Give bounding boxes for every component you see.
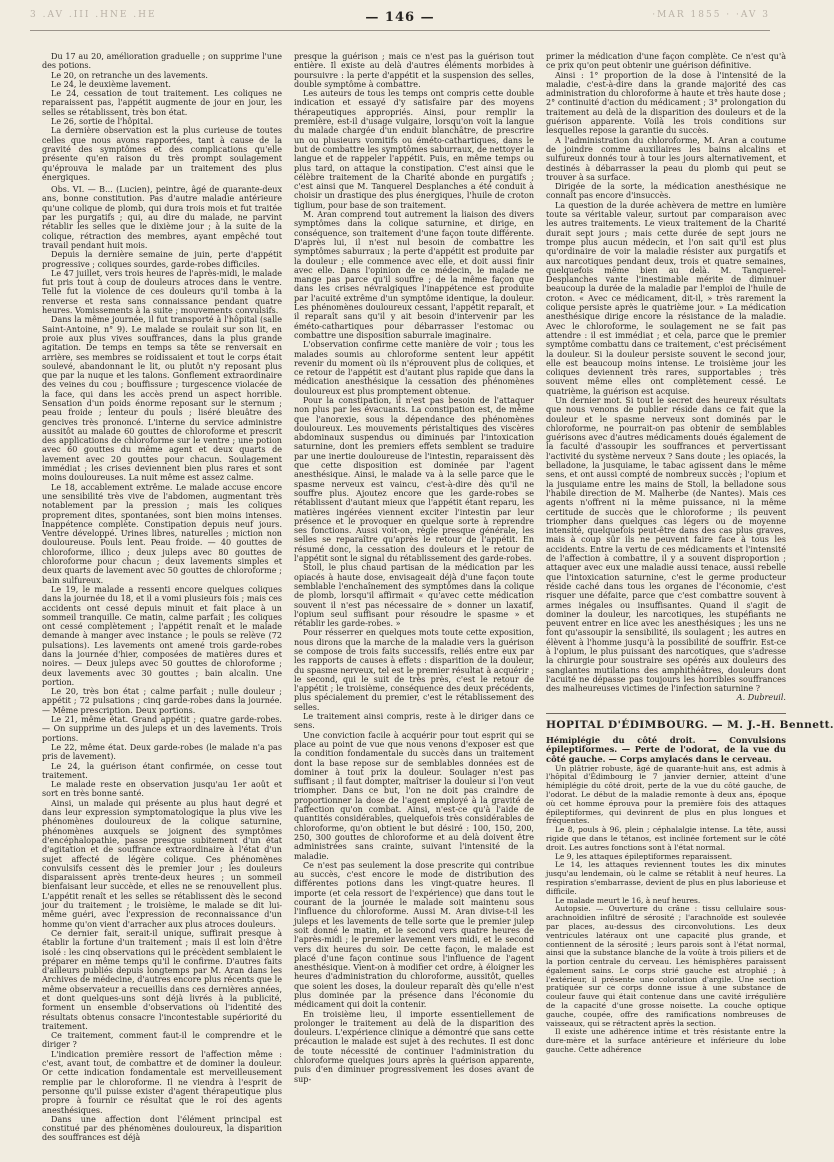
paragraph: Le 8, pouls à 96, plein ; céphalalgie intense. La tête, aussi rigide que dans le tétanos, est inclinée fortement sur le côté droit. Les autres fonctions sont à l'état normal.	[546, 825, 786, 852]
paragraph: En troisième lieu, il importe essentiellement de prolonger le traitement au delà de la disparition des douleurs. L'expérience clinique a démontré que sans cette précaution le malade est sujet à des rechutes. Il est donc de toute nécessité de continuer l'administration du chloroforme quelques jours après la guérison apparente, puis d'en diminuer progressivement les doses avant de sup-	[294, 1009, 534, 1084]
paragraph: presque la guérison ; mais ce n'est pas la guérison tout entière. Il existe au delà d'autres éléments morbides à poursuivre : la perte d'appétit et la suspension des selles, double symptôme à combattre.	[294, 52, 534, 89]
article-columns	[42, 52, 834, 1156]
column-middle	[294, 52, 534, 1156]
paragraph: L'observation confirme cette manière de voir ; tous les malades soumis au chloroforme sentent leur appétit revenir du moment où ils n'éprouvent plus de coliques, et ce retour de l'appétit est d'autant plus rapide que dans la médication anesthésique la cessation des phénomènes douloureux est plus promptement obtenue.	[294, 340, 534, 396]
paragraph: Le 24, la guérison étant confirmée, on cesse tout traitement.	[42, 761, 282, 780]
paragraph: Un plâtrier robuste, âgé de quarante-huit ans, est admis à l'hôpital d'Édimbourg le 7 janvier dernier, atteint d'une hémiplégie du côté droit, perte de la vue du côté gauche, de l'odorat. Le début de la maladie remonte à deux ans, époque où cet homme éprouva pour la première fois des attaques épileptiformes, qui devinrent de plus en plus longues et fréquentes.	[546, 763, 786, 826]
paragraph: Depuis la dernière semaine de juin, perte d'appétit progressive ; coliques sourdes, garde-robes difficiles.	[42, 250, 282, 269]
paragraph: Un dernier mot. Si tout le secret des heureux résultats que nous venons de publier réside dans ce fait que la douleur et le spasme nerveux sont dominés par le chloroforme, ne pourrait-on pas obtenir de semblables guérisons avec d'autres médicaments doués également de la faculté d'assoupir les souffrances et pervertissant l'activité du système nerveux ? Sans doute ; les opiacés, la belladone, la jusquiame, le tabac agissent dans le même sens, et ont aussi compté de nombreux succès ; l'opium et la jusquiame entre les mains de Stoll, la belladone sous l'habile direction de M. Malherbe (de Nantes). Mais ces agents n'offrent ni la même puissance, ni la même certitude de succès que le chloroforme ; ils peuvent triompher dans quelques cas légers ou de moyenne intensité, quelquefois peut-être dans des cas plus graves, mais à coup sûr ils ne peuvent faire face à tous les accidents. Entre la vertu de ces médicaments et l'intensité de l'affection à combattre, il y a souvent disproportion ; attaquer avec eux une maladie aussi tenace, aussi rebelle que l'intoxication saturnine, c'est le germe producteur réside caché dans tous les organes de l'économie, c'est risquer une défaite, parce que c'est combattre souvent à armes inégales ou insuffisantes. Quand il s'agit de dominer la douleur, les narcotiques, les stupéfiants ne peuvent entrer en lice avec les anesthésiques ; les uns ne font qu'assoupir la sensibilité, ils soulagent ; les autres en élèvent à l'homme jusqu'à la possibilité de souffrir. Est-ce à l'opium, le plus puissant des narcotiques, que s'adresse la chirurgie pour soustraire ses opérés aux douleurs des sanglantes mutilations des amphithéâtres, douleurs dont l'acuité ne dépasse pas toujours les horribles souffrances des malheureuses victimes de l'infection saturnine ?	[546, 395, 786, 694]
paragraph: Le 19, le malade a ressenti encore quelques coliques dans la journée du 18, et il a vomi plusieurs fois ; mais ces accidents ont cessé depuis minuit et fait place à un sommeil tranquille. Ce matin, calme parfait ; les coliques ont cessé complètement ; l'appétit renaît et le malade demande à manger avec instance ; le pouls se relève (72 pulsations). Les lavements ont amené trois garde-robes dans la journée d'hier, composées de matières dures et noires. — Deux juleps avec 50 gouttes de chloroforme ; deux lavements avec 30 gouttes ; bain alcalin. Une portion.	[42, 584, 282, 687]
case-title: Hémiplégie du côté droit. — Convulsions épileptiformes. — Perte de l'odorat, de la vue du côté gauche. — Corps amylacés dans le cerveau.	[546, 734, 786, 764]
paragraph: Le malade reste en observation jusqu'au 1er août et sort en très bonne santé.	[42, 780, 282, 799]
observation-heading-paragraph: Obs. VI. — B... (Lucien), peintre, âgé de quarante-deux ans, bonne constitution. Pas d'autre maladie antérieure qu'une colique de plomb, qui dura trois mois et fut traitée par les purgatifs ; qui, au dire du malade, ne parvint rétablir les selles que le dixième jour ; à la suite de la colique, rétraction des membres, ayant empêché tout travail pendant huit mois.	[42, 185, 282, 250]
paragraph: Le 9, les attaques épileptiformes reparaissent.	[555, 851, 733, 861]
bleed-through-text-left: 3 .AV .III .HNE .HE	[30, 10, 157, 20]
paragraph: Il existe une adhérence intime et très résistante entre la dure-mère et la surface antérieure et inférieure du lobe gauche. Cette adhérence	[546, 1027, 786, 1055]
paragraph: Le 24, cessation de tout traitement. Les coliques ne reparaissent pas, l'appétit augmente de jour en jour, les selles se rétablissent, très bon état.	[42, 89, 282, 117]
paragraph: La question de la durée achèvera de mettre en lumière toute sa véritable valeur, surtout par comparaison avec les autres traitements. Le vieux traitement de la Charité durait sept jours ; mais cette durée de sept jours ne trompe plus aucun médecin, et l'on sait qu'il est plus qu'ordinaire de voir la maladie résister aux purgatifs et aux narcotiques pendant deux, trois et quatre semaines, quelquefois même bien au delà. M. Tanquerel-Desplanches vante l'inestimable mérite de diminuer beaucoup la durée de la maladie par l'emploi de l'huile de croton. « Avec ce médicament, dit-il, » très rarement la colique persiste après le quatrième jour. » La médication anesthésique dirige encore la résistance de la maladie. Avec le chloroforme, le soulagement ne se fait pas attendre : il est immédiat ; et cela, parce que le premier symptôme combattu dans ce traitement, c'est précisément la douleur. Si la douleur persiste souvent le second jour, elle est beaucoup moins intense. Le troisième jour les coliques deviennent très rares, supportables ; très souvent même elles ont complètement cessé. Le quatrième, la guérison est acquise.	[546, 200, 786, 396]
paragraph: La dernière observation est la plus curieuse de toutes celles que nous avons rapportées, tant à cause de la gravité des symptômes et des complications qu'elle présente qu'en raison du très prompt soulagement qu'éprouva le malade par un traitement des plus énergiques.	[42, 126, 282, 182]
paragraph: Ainsi : 1° proportion de la dose à l'intensité de la maladie, c'est-à-dire dans la grande majorité des cas administration du chloroforme à haute et très haute dose ; 2° continuité d'action du médicament ; 3° prolongation du traitement au delà de la disparition des douleurs et de la guérison apparente. Voilà les trois conditions sur lesquelles repose la garantie du succès.	[546, 70, 786, 136]
paragraph: Autopsie. — Ouverture du crâne : tissu cellulaire sous-arachnoïdien infiltré de sérosité ; l'arachnoïde est soulevée par places, au-dessus des circonvolutions. Les deux ventricules latéraux ont une capacité plus grande, et contiennent de la sérosité ; leurs parois sont à l'état normal, ainsi que la substance blanche de la voûte à trois piliers et de la portion centrale du cerveau. Les hémisphères paraissent également sains. Le corps strié gauche est atrophié ; à l'extérieur, il présente une coloration d'argile. Une section pratiquée sur ce corps donne issue à une substance de couleur fauve qui était contenue dans une cavité irrégulière de la capacité d'une grosse noisette. La couche optique gauche, coupée, offre des ramifications nombreuses de vaisseaux, qui se rétractent après la section.	[546, 904, 786, 1028]
column-right	[546, 52, 834, 1156]
paragraph: Dans une affection dont l'élément principal est constitué par des phénomènes douloureux, la disparition des souffrances est déjà	[42, 1114, 282, 1143]
paragraph: Du 17 au 20, amélioration graduelle ; on supprime l'une des potions.	[42, 52, 282, 71]
bleed-through-text-right: ·MAR 1855 · ·AV 3	[652, 10, 770, 20]
paragraph: Ce dernier fait, serait-il unique, suffirait presque à établir la fortune d'un traitement ; mais il est loin d'être isolé : les cinq observations qui le précèdent semblaient le préparer en même temps qu'il le confirme. D'autres faits d'ailleurs publiés depuis longtemps par M. Aran dans les Archives de médecine, d'autres encore plus récents que le même observateur a recueillis dans ces dernières années, et dont quelques-uns sont déjà livrés à la publicité, forment un ensemble d'observations où l'identité des résultats obtenus consacre l'incontestable supériorité du traitement.	[42, 928, 282, 1031]
paragraph: Le 21, même état. Grand appétit ; quatre garde-robes. — On supprime un des juleps et un des lavements. Trois portions.	[42, 715, 282, 743]
paragraph: Ce n'est pas seulement la dose prescrite qui contribue au succès, c'est encore le mode de distribution des différentes potions dans les vingt-quatre heures. Il importe (et cela ressort de l'expérience) que dans tout le courant de la journée le malade soit maintenu sous l'influence du chloroforme. Aussi M. Aran divise-t-il les juleps et les lavements de telle sorte que le premier julep soit donné le matin, et le second vers quatre heures de l'après-midi ; le premier lavement vers midi, et le second vers dix heures du soir. De cette façon, le malade est placé d'une façon continue sous l'influence de l'agent anesthésique. Vient-on à modifier cet ordre, à éloigner les heures d'administration du chloroforme, aussitôt, quelles que soient les doses, la douleur reparaît dès qu'elle n'est plus dominée par la présence dans l'économie du médicament qui doit la contenir.	[294, 860, 534, 1010]
page-header	[30, 4, 770, 31]
paragraph: Le 20, très bon état ; calme parfait ; nulle douleur ; appétit ; 72 pulsations ; cinq garde-robes dans la journée. — Même prescription. Deux portions.	[42, 687, 282, 715]
paragraph: Une conviction facile à acquérir pour tout esprit qui se place au point de vue que nous venons d'exposer est que la condition fondamentale du succès dans un traitement dont la base repose sur de semblables données est de dominer à tout prix la douleur. Soulager n'est pas suffisant ; il faut dompter, maîtriser la douleur si l'on veut triompher. Dans ce but, l'on ne doit pas craindre de proportionner la dose de l'agent employé à la gravité de l'affection qu'on combat. Ainsi, n'est-ce qu'à l'aide de quantités considérables, quelquefois très considérables de chloroforme, qu'on obtient le but désiré : 100, 150, 200, 250, 300 gouttes de chloroforme et au delà doivent être administrées sans crainte, suivant l'intensité de la maladie.	[294, 730, 534, 861]
paragraph: Le malade meurt le 16, à neuf heures.	[555, 895, 701, 905]
section-title: HOPITAL D'ÉDIMBOURG. — M. J.-H. Bennett.	[546, 713, 786, 732]
author-signature: A. Dubreuil.	[736, 693, 786, 703]
paragraph: Pour la constipation, il n'est pas besoin de l'attaquer non plus par les évacuants. La constipation est, de même que l'anorexie, sous la dépendance des phénomènes douloureux. Les mouvements péristaltiques des viscères abdominaux suspendus ou diminués par l'intoxication saturnine, dont les premiers effets semblent se traduire par une inertie douloureuse de l'intestin, reparaissent dès que cette disposition est dominée par l'agent anesthésique. Ainsi, le malade va à la selle parce que le spasme nerveux est vaincu, c'est-à-dire dès qu'il ne souffre plus. Ajoutez encore que les garde-robes se rétablissent d'autant mieux que l'appétit étant reparu, les matières ingérées viennent exciter l'intestin par leur présence et le provoquer en quelque sorte à reprendre ses fonctions. Aussi voit-on, règle presque générale, les selles se reparaître qu'après le retour de l'appétit. En résumé donc, la cessation des douleurs et le retour de l'appétit sont le signal du rétablissement des garde-robes.	[294, 395, 534, 564]
paragraph: Le 22, même état. Deux garde-robes (le malade n'a pas pris de lavement).	[42, 742, 282, 762]
paragraph: Pour résserrer en quelques mots toute cette exposition, nous dirons que la marche de la maladie vers la guérison se compose de trois faits successifs, reliés entre eux par les rapports de causes à effets : disparition de la douleur, du spasme nerveux, tel est le premier résultat à acquérir ; le second, qui le suit de très près, c'est le retour de l'appétit ; le troisième, conséquence des deux précédents, plus spécialement du premier, c'est le rétablissement des selles.	[294, 628, 534, 712]
column-left	[42, 52, 282, 1156]
paragraph: Dirigée de la sorte, la médication anesthésique ne connaît pas encore d'insuccès.	[546, 182, 786, 201]
paragraph: Le 14, les attaques reviennent toutes les dix minutes jusqu'au lendemain, où le calme se rétablit à neuf heures. La respiration s'embarrasse, devient de plus en plus laborieuse et difficile.	[546, 860, 786, 896]
paragraph: Le 47 juillet, vers trois heures de l'après-midi, le malade fut pris tout à coup de douleurs atroces dans le ventre. Telle fut la violence de ces douleurs qu'il tomba à la renverse et resta sans connaissance pendant quatre heures. Vomissements à la suite ; mouvements convulsifs.	[42, 268, 282, 316]
paragraph: Dans la même journée, il fut transporté à l'hôpital (salle Saint-Antoine, n° 9). Le malade se roulait sur son lit, en proie aux plus vives souffrances, dans la plus grande agitation. De temps en temps sa tête se renversait en arrière, ses membres se roidissaient et tout le corps était soulevé, abandonnant le lit, ou plutôt n'y reposant plus que par la nuque et les talons. Gonflement extraordinaire des veines du cou ; bouffissure ; turgescence violacée de la face, qui dans les accès prend un aspect horrible. Sensation d'un poids énorme reposant sur le sternum ; peau froide ; lenteur du pouls ; liséré bleuâtre des gencives très prononcé. L'interne du service administre aussitôt au malade 60 gouttes de chloroforme et prescrit des applications de chloroforme sur le ventre ; une potion avec 60 gouttes du même agent et deux quarts de lavement avec 20 gouttes pour chacun. Soulagement immédiat ; les crises deviennent bien plus rares et sont moins douloureuses. La nuit même est assez calme.	[42, 315, 282, 483]
paragraph: Le traitement ainsi compris, reste à le diriger dans ce sens.	[294, 712, 534, 731]
paragraph: M. Aran comprend tout autrement la liaison des divers symptômes dans la colique saturnine, et dirige, en conséquence, son traitement d'une façon toute différente. D'après lui, il n'est nul besoin de combattre les symptômes saburraux ; la perte d'appétit est produite par la douleur ; elle commence avec elle, et doit aussi finir avec elle. Dans l'opinion de ce médecin, le malade ne mange pas parce qu'il souffre ; de la même façon que dans les crises névralgiques l'inappétence est produite par l'acuité extrême d'un symptôme identique, la douleur. Les phénomènes douloureux cessant, l'appétit reparaît, et il reparaît sans qu'il y ait besoin d'intervenir par les éméto-cathartiques pour débarrasser l'estomac ou combattre une disposition saburrale imaginaire.	[294, 210, 534, 340]
paragraph: Le 24, le deuxième lavement.	[51, 79, 171, 89]
paragraph: Le 20, on retranche un des lavements.	[51, 70, 208, 80]
paragraph: L'indication première ressort de l'affection même : c'est, avant tout, de combattre et de dominer la douleur. Or cette indication fondamentale est merveilleusement remplie par le chloroforme. Il ne viendra à l'esprit de personne qu'il puisse exister d'agent thérapeutique plus propre à fournir ce résultat que le roi des agents anesthésiques.	[42, 1049, 282, 1115]
paragraph: primer la médication d'une façon complète. Ce n'est qu'à ce prix qu'on peut obtenir une guérison définitive.	[546, 52, 786, 71]
paragraph: Stoll, le plus chaud partisan de la médication par les opiacés à haute dose, envisageait déjà d'une façon toute semblable l'enchaînement des symptômes dans la colique de plomb, lorsqu'il affirmait « qu'avec cette médication souvent il n'est pas nécessaire de » donner un laxatif, l'opium seul suffisant pour résoudre le spasme » et rétablir les garde-robes. »	[294, 563, 534, 629]
paragraph: Le 18, accablement extrême. Le malade accuse encore une sensibilité très vive de l'abdomen, augmentant très notablement par la pression ; mais les coliques proprement dites, spontanées, sont bien moins intenses. Inappétence complète. Constipation depuis neuf jours. Ventre développé. Urines libres, naturelles ; miction non douloureuse. Pouls lent. Peau froide. — 40 gouttes de chloroforme, illico ; deux juleps avec 80 gouttes de chloroforme pour chacun ; deux lavements simples et deux quarts de lavement avec 50 gouttes de chloroforme ; bain sulfureux.	[42, 482, 282, 585]
paragraph: Les auteurs de tous les temps ont compris cette double indication et essayé d'y satisfaire par des moyens thérapeutiques appropriés. Ainsi, pour remplir la première, est-il d'usage vulgaire, lorsqu'on voit la langue du malade chargée d'un enduit blanchâtre, de prescrire un ou plusieurs vomitifs ou éméto-cathartiques, dans le but de combattre les symptômes saburraux, de nettoyer la langue et de rappeler l'appétit. Puis, en même temps ou plus tard, on attaque la constipation. C'est ainsi que le célèbre traitement de la Charité abonde en purgatifs ; c'est ainsi que M. Tanquerel Desplanches a été conduit à choisir un drastique des plus énergiques, l'huile de croton tiglium, pour base de son traitement.	[294, 89, 534, 210]
page-number: — 146 —	[365, 10, 435, 25]
paragraph: Le 26, sortie de l'hôpital.	[51, 117, 154, 127]
paragraph: Ce traitement, comment faut-il le comprendre et le diriger ?	[42, 1031, 282, 1050]
paragraph: Ainsi, un malade qui présente au plus haut degré et dans leur expression symptomatologique la plus vive les phénomènes douloureux de la colique saturnine, phénomènes auxquels se joignent des symptômes d'encéphalopathie, passe presque subitement d'un état d'agitation et de souffrance extraordinaire à l'état d'un sujet affecté de légère colique. Ces phénomènes convulsifs cessent dès le premier jour ; les douleurs disparaissent après trente-deux heures ; un sommeil bienfaisant leur succède, et elles ne se renouvellent plus. L'appétit renaît et les selles se rétablissent dès le second jour du traitement ; le troisième, le malade se dit lui-même guéri, avec l'expression de reconnaissance d'un homme qu'on vient d'arracher aux plus atroces douleurs.	[42, 798, 282, 929]
paragraph: A l'administration du chloroforme, M. Aran a coutume de joindre comme auxiliaires les bains alcalins et sulfureux donnés tour à tour les jours alternativement, et destinés à débarrasser la peau du plomb qui peut se trouver à sa surface.	[546, 135, 786, 182]
